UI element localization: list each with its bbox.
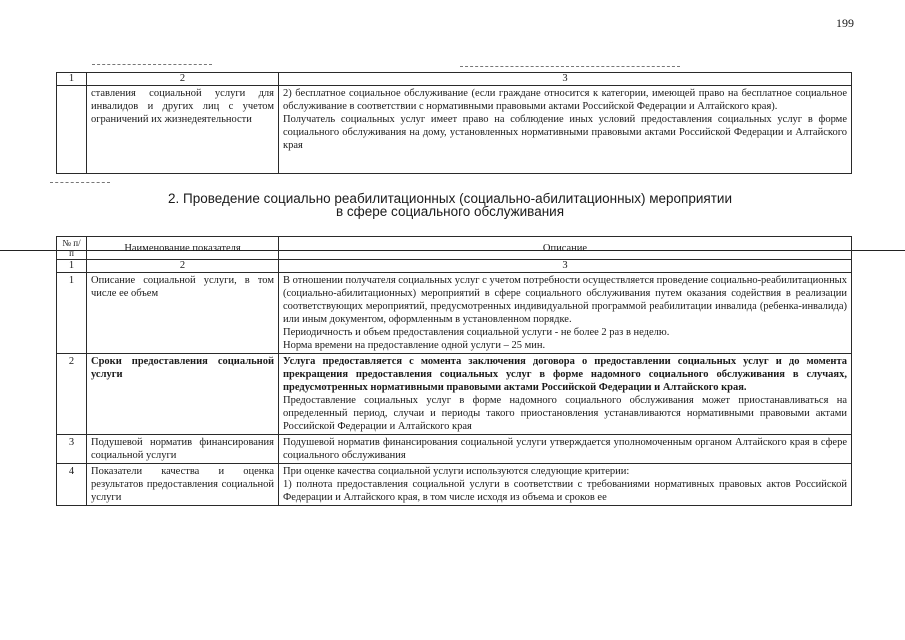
description-text: Норма времени на предоставление одной услуги – 25 мин.: [283, 340, 546, 351]
column-number: 1: [57, 73, 87, 86]
description-text: В отношении получателя социальных услуг с учетом потребности осуществляется проведение социально-реабилитационных (социально-абилитационных) мероприятий в сфере социального обслуживания путем оказания содействия в реализации соответствующих мероприятий, предусмотренных индивидуальной программой реабилитации инвалида (ребенка-инвалида) или иным документом, оформленным в установленном порядке.: [283, 275, 847, 325]
scan-artifact-line: [50, 182, 110, 183]
column-number: 2: [87, 73, 279, 86]
row-number: 1: [57, 273, 87, 354]
header-name: Наименование показателя: [87, 237, 279, 260]
continuation-table: [56, 72, 852, 174]
indicator-name: Сроки предоставления социальной услуги: [87, 354, 279, 435]
column-number: 1: [57, 260, 87, 273]
description-cell: [279, 435, 852, 464]
scan-artifact-line: [460, 66, 680, 67]
column-number: 3: [279, 73, 852, 86]
description-text: 1) полнота предоставления социальной услуги в соответствии с требованиями нормативных правовых актов Российской Федерации и Алтайского края, в том числе исходя из объема и сроков ее: [283, 479, 847, 503]
page-number: 199: [836, 16, 854, 30]
indicator-name: Показатели качества и оценка результатов предоставления социальной услуги: [87, 464, 279, 506]
row-number: 2: [57, 354, 87, 435]
section-title-line: в сфере социального обслуживания: [335, 204, 565, 219]
indicator-name: ставления социальной услуги для инвалидов и других лиц с учетом ограничений их жизнедеятельности: [87, 86, 279, 174]
description-text: При оценке качества социальной услуги используются следующие критерии:: [283, 466, 630, 477]
section-title-line: 2. Проведение социально реабилитационных (социально-абилитационных) мероприятии: [168, 191, 732, 206]
description-text: Услуга предоставляется с момента заключения договора о предоставлении социальных услуг и до момента прекращения предоставления социальных услуг в форме надомного социального обслуживания в случаях, предусмотренных нормативными правовыми актами Российской Федерации и Алтайского края.: [283, 356, 847, 393]
row-number: 4: [57, 464, 87, 506]
section-title: [120, 192, 780, 218]
table-row: [57, 273, 852, 354]
column-number: 2: [87, 260, 279, 273]
scan-artifact-line: [92, 64, 212, 65]
description-text: Подушевой норматив финансирования социальной услуги утверждается уполномоченным органом Алтайского края в сфере социального обслуживания: [283, 437, 847, 461]
description-text: Периодичность и объем предоставления социальной услуги - не более 2 раз в неделю.: [283, 327, 670, 338]
table-row: [57, 86, 852, 174]
description-text: Получатель социальных услуг имеет право на соблюдение иных условий предоставления социальных услуг в форме социального обслуживания на дому, установленных нормативными правовыми актами Российской Федерации и Алтайского края: [283, 114, 847, 151]
table-row: [57, 354, 852, 435]
column-number-row: [57, 260, 852, 273]
row-number-cell: [57, 86, 87, 174]
header-row: [57, 237, 852, 260]
column-number-row: [57, 73, 852, 86]
indicator-name: Описание социальной услуги, в том числе ее объем: [87, 273, 279, 354]
services-table: [56, 236, 852, 506]
description-text: Предоставление социальных услуг в форме надомного социального обслуживания может приостанавливаться на определенный период, случаи и периоды такого приостановления устанавливаются нормативными правовыми актами Российской Федерации и Алтайского края: [283, 395, 847, 432]
description-text: 2) бесплатное социальное обслуживание (если граждане относится к категории, имеющей право на бесплатное социальное обслуживание в соответствии с нормативными правовыми актами Российской Федерации и Алтайского края).: [283, 88, 847, 112]
header-num: № п/п: [57, 237, 87, 260]
description-cell: [279, 273, 852, 354]
header-description: Описание: [279, 237, 852, 260]
description-cell: [279, 86, 852, 174]
description-cell: [279, 464, 852, 506]
column-number: 3: [279, 260, 852, 273]
indicator-name: Подушевой норматив финансирования социальной услуги: [87, 435, 279, 464]
table-row: [57, 435, 852, 464]
row-number: 3: [57, 435, 87, 464]
description-cell: [279, 354, 852, 435]
table-row: [57, 464, 852, 506]
